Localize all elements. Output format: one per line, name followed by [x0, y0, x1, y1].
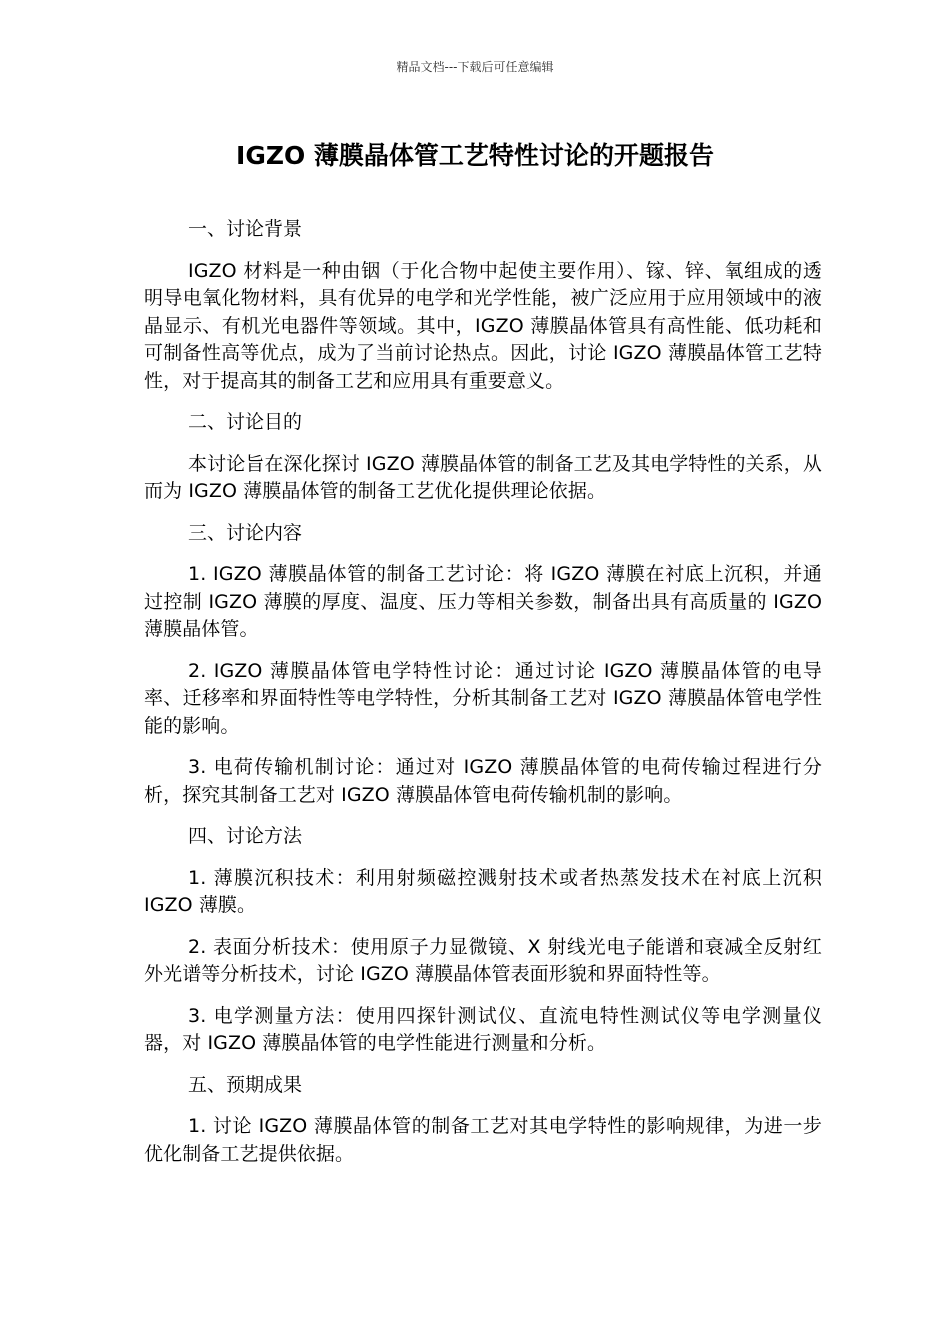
section-heading-expected-results: 五、预期成果 [188, 1073, 303, 1096]
paragraph: 2. IGZO 薄膜晶体管电学特性讨论：通过讨论 IGZO 薄膜晶体管的电导率、迁移率和界面特性等电学特性，分析其制备工艺对 IGZO 薄膜晶体管电学性能的影响。 [144, 659, 822, 737]
paragraph: 1. IGZO 薄膜晶体管的制备工艺讨论：将 IGZO 薄膜在衬底上沉积，并通过控制 IGZO 薄膜的厚度、温度、压力等相关参数，制备出具有高质量的 IGZO 薄膜晶体管。 [144, 563, 822, 640]
paragraph: 2. 表面分析技术：使用原子力显微镜、X 射线光电子能谱和衰减全反射红外光谱等分析技术，讨论 IGZO 薄膜晶体管表面形貌和界面特性等。 [144, 935, 822, 985]
paragraph: 3. 电学测量方法：使用四探针测试仪、直流电特性测试仪等电学测量仪器，对 IGZO 薄膜晶体管的电学性能进行测量和分析。 [144, 1004, 822, 1054]
document-body [144, 216, 822, 1182]
header-note: 精品文档---下载后可任意编辑 [396, 60, 554, 74]
section-heading-methods: 四、讨论方法 [188, 825, 303, 847]
paragraph: 3. 电荷传输机制讨论：通过对 IGZO 薄膜晶体管的电荷传输过程进行分析，探究其制备工艺对 IGZO 薄膜晶体管电荷传输机制的影响。 [144, 756, 822, 806]
paragraph: IGZO 材料是一种由铟（于化合物中起使主要作用）、镓、锌、氧组成的透明导电氧化物材料，具有优异的电学和光学性能，被广泛应用于应用领域中的液晶显示、有机光电器件等领域。其中，IGZO 薄膜晶体管具有高性能、低功耗和可制备性高等优点，成为了当前讨论热点。因此，讨论 IGZO 薄膜晶体管工艺特性，对于提高其的制备工艺和应用具有重要意义。 [144, 259, 822, 392]
section-heading-content: 三、讨论内容 [188, 521, 303, 544]
paragraph: 1. 薄膜沉积技术：利用射频磁控溅射技术或者热蒸发技术在衬底上沉积 IGZO 薄膜。 [144, 866, 822, 916]
paragraph: 本讨论旨在深化探讨 IGZO 薄膜晶体管的制备工艺及其电学特性的关系，从而为 IGZO 薄膜晶体管的制备工艺优化提供理论依据。 [144, 452, 822, 502]
section-heading-purpose: 二、讨论目的 [188, 411, 303, 433]
document-title: IGZO 薄膜晶体管工艺特性讨论的开题报告 [236, 141, 714, 170]
paragraph: 1. 讨论 IGZO 薄膜晶体管的制备工艺对其电学特性的影响规律，为进一步优化制备工艺提供依据。 [144, 1115, 822, 1165]
section-heading-background: 一、讨论背景 [188, 218, 303, 240]
